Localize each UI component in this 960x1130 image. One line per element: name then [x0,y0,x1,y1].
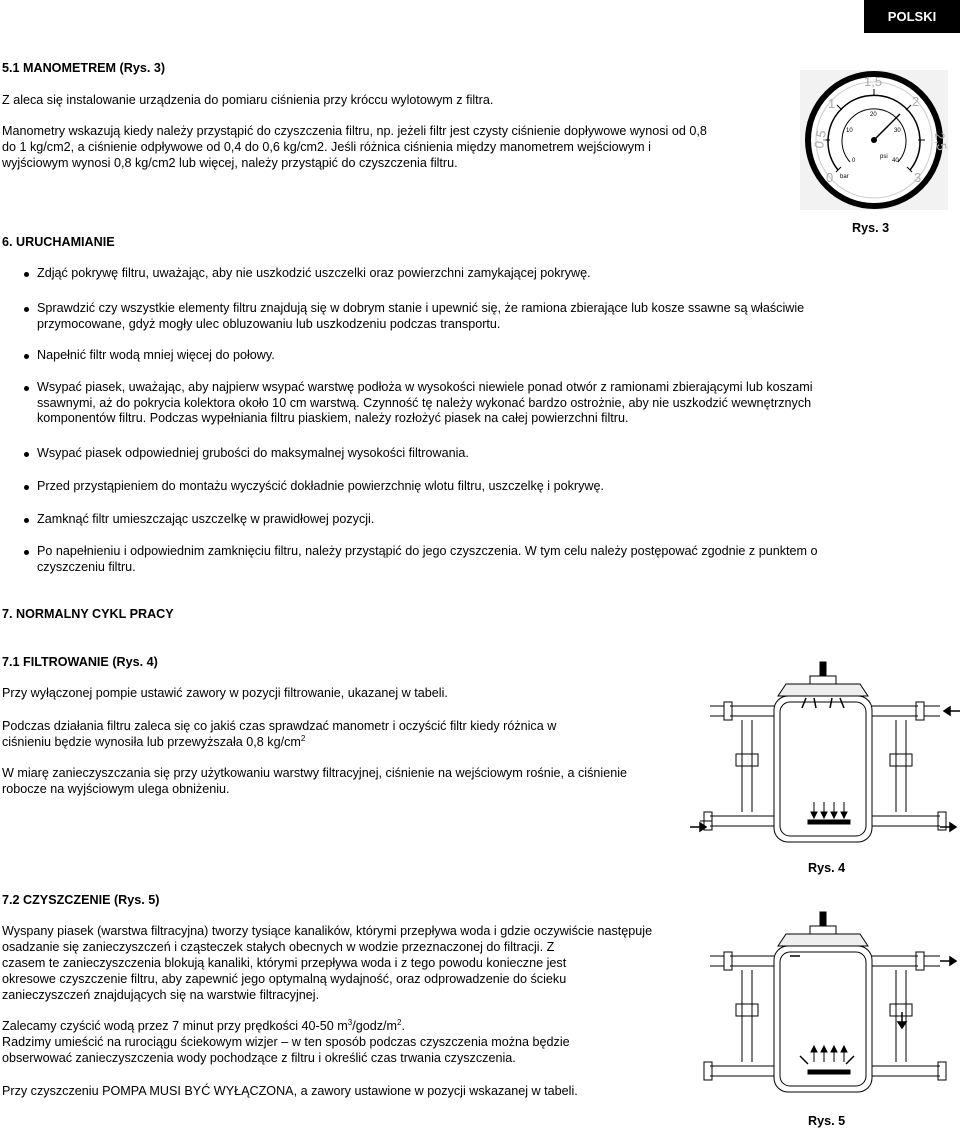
list-item: Wsypać piasek, uważając, aby najpierw wsypać warstwę podłoża w wysokości niewiele ponad otwór z ramionami zbierającymi lub koszami ssawnymi, aż do pokrycia kolektora około 10 cm warstwą. Czynność tę należy wykonać bardzo ostrożnie, aby nie uszkodzić wewnętrznych komponentów filtru. Podczas wypełniania filtru piaskiem, należy rozłożyć piasek na całej powierzchni filtru. [0,380,900,427]
gauge-inner-label-0: 0 [852,158,856,164]
section-7-1-paragraph-3-line-2: robocze na wyjściowym ulega obniżeniu. [2,782,230,796]
gauge-unit-bar: bar [840,174,849,180]
section-7-2-paragraph-2: Zalecamy czyścić wodą przez 7 minut przy prędkości 40-50 $m^3/godz/m^2$. [2,1017,405,1033]
section-5-1-paragraph-2-line-1: Manometry wskazują kiedy należy przystąpić do czyszczenia filtru, np. jeżeli filtr jest czysty ciśnienie dopływowe wynosi od 0,8 [2,124,707,138]
section-7-title: 7. NORMALNY CYKL PRACY [2,607,174,621]
list-item: Zamknąć filtr umieszczając uszczelkę w prawidłowej pozycji. [0,512,900,528]
gauge-inner-label-30: 30 [894,128,901,134]
section-7-1-paragraph-3-line-1: W miarę zanieczyszczania się przy użytkowaniu warstwy filtracyjnej, ciśnienie na wejściowym rośnie, a ciśnienie [2,766,628,780]
list-item: Po napełnieniu i odpowiednim zamknięciu filtru, należy przystąpić do jego czyszczenia. W tym celu należy postępować zgodnie z punktem o czyszczeniu filtru. [0,544,900,575]
pressure-gauge-figure [800,70,948,210]
section-7-2-paragraph-1-line-4: okresowe czyszczenie filtru, aby zapewnić jego optymalną wydajność, oraz odprowadzenie do ścieku [2,972,567,986]
list-item: Zdjąć pokrywę filtru, uważając, aby nie uszkodzić uszczelki oraz powierzchni zamykającej pokrywę. [0,266,900,282]
list-item: Wsypać piasek odpowiedniej grubości do maksymalnej wysokości filtrowania. [0,446,900,462]
gauge-outer-label-3: 3 [914,170,922,185]
filter-diagram-filtering [690,662,960,862]
gauge-outer-label-2: 2 [912,94,920,109]
list-item: Przed przystąpieniem do montażu wyczyścić dokładnie powierzchnię wlotu filtru, uszczelkę i pokrywę. [0,479,900,495]
section-7-2-paragraph-1-line-2: osadzanie się zanieczyszczeń i cząsteczek stałych obecnych w wodzie przeznaczonej do filtracji. Z [2,940,555,954]
section-7-2-paragraph-3-line-2: obserwować zanieczyszczenia wody pochodzące z filtru i określić czas trwania czyszczenia. [2,1051,516,1065]
gauge-unit-psi: psi [880,154,888,160]
section-5-1-paragraph-2-line-2: do 1 kg/cm2, a ciśnienie odpływowe od 0,4 do 0,6 kg/cm2. Jeśli różnica ciśnienia między manometrem wejściowym i [2,140,651,154]
list-item: Sprawdzić czy wszystkie elementy filtru znajdują się w dobrym stanie i upewnić się, że ramiona zbierające lub kosze ssawne są właściwie przymocowane, gdyż mogły ulec obluzowaniu lub uszkodzeniu podczas transportu. [0,301,900,332]
section-5-1-title: 5.1 MANOMETREM (Rys. 3) [2,61,166,75]
filter-diagram-cleaning [690,912,960,1112]
section-7-2-paragraph-3-line-1: Radzimy umieścić na rurociągu ściekowym wizjer – w ten sposób podczas czyszczenia można będzie [2,1035,570,1049]
section-5-1-paragraph-2-line-3: wyjściowym wynosi 0,8 kg/cm2 lub więcej, należy przystąpić do czyszczenia filtru. [2,156,458,170]
language-badge: POLSKI [864,0,960,33]
section-7-1-paragraph-2-line-1: Podczas działania filtru zaleca się co jakiś czas sprawdzać manometr i oczyścić filtr kiedy różnica w [2,719,557,733]
section-6-title: 6. URUCHAMIANIE [2,235,115,249]
figure-caption-rys-3: Rys. 3 [852,221,890,235]
gauge-outer-label-1-5: 1,5 [864,74,883,89]
gauge-inner-label-40: 40 [892,158,899,164]
section-7-2-paragraph-1-line-5: zanieczyszczeń znajdujących się na warstwie filtracyjnej. [2,988,320,1002]
section-7-1-paragraph-1: Przy wyłączonej pompie ustawić zawory w pozycji filtrowanie, ukazanej w tabeli. [2,686,448,700]
section-7-2-paragraph-1-line-3: czasem te zanieczyszczenia blokują kanaliki, którymi przepływa woda i z tego powodu konieczne jest [2,956,567,970]
gauge-outer-label-0: 0 [826,170,834,185]
section-7-2-paragraph-4: Przy czyszczeniu POMPA MUSI BYĆ WYŁĄCZONA, a zawory ustawione w pozycji wskazanej w tabeli. [2,1084,578,1098]
section-5-1-paragraph-1: Z aleca się instalowanie urządzenia do pomiaru ciśnienia przy króccu wylotowym z filtra. [2,93,494,107]
gauge-inner-label-20: 20 [870,112,877,118]
list-item: Napełnić filtr wodą mniej więcej do połowy. [0,348,900,364]
gauge-inner-label-10: 10 [846,128,853,134]
section-7-1-title: 7.1 FILTROWANIE (Rys. 4) [2,655,158,669]
gauge-outer-label-2-5: 2,5 [931,131,950,152]
gauge-outer-label-0-5: 0,5 [811,129,829,150]
figure-caption-rys-5: Rys. 5 [808,1114,846,1128]
section-7-2-title: 7.2 CZYSZCZENIE (Rys. 5) [2,893,160,907]
gauge-outer-label-1: 1 [828,96,836,111]
section-7-2-paragraph-1-line-1: Wyspany piasek (warstwa filtracyjna) tworzy tysiące kanalików, którymi przepływa woda i gdzie oczywiście następuje [2,924,653,938]
figure-caption-rys-4: Rys. 4 [808,861,846,875]
section-7-1-paragraph-2-line-2: ciśnieniu będzie wynosiła lub przewyższała 0,8 $kg/cm^2$ [2,733,306,749]
